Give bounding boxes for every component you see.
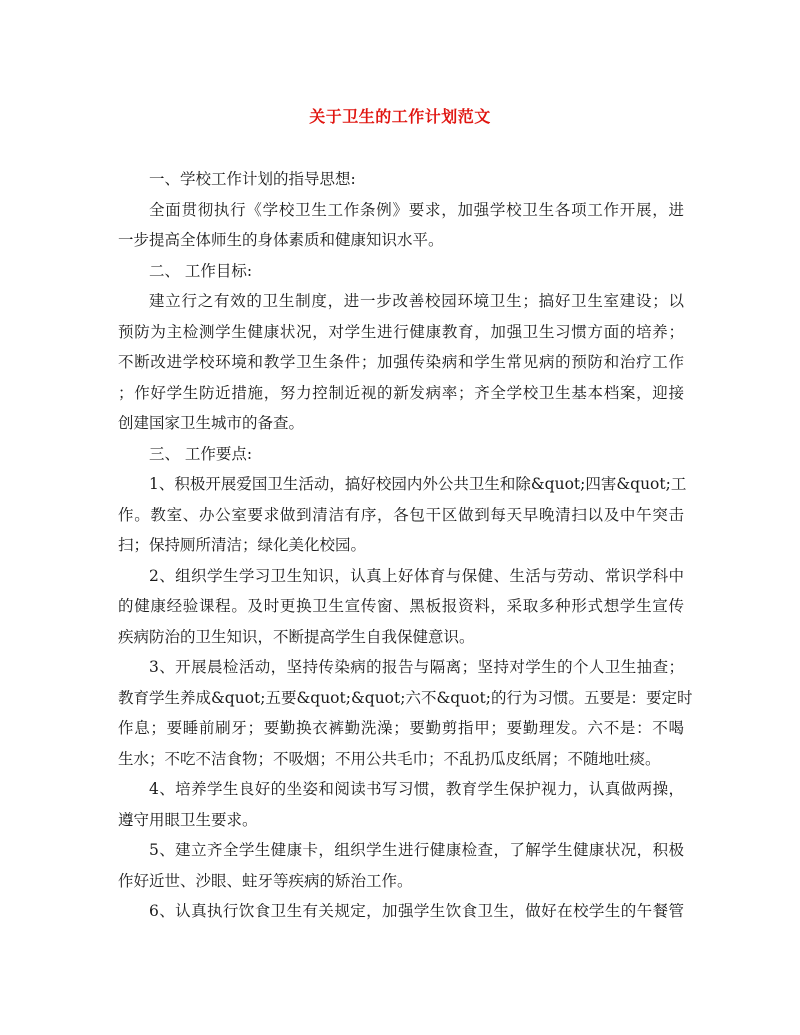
text-line: 6、认真执行饮食卫生有关规定，加强学生饮食卫生，做好在校学生的午餐管 [149,902,684,920]
text-line: 作息；要睡前刷牙；要勤换衣裤勤洗澡；要勤剪指甲；要勤理发。六不是：不喝 [118,719,684,737]
text-line: 3、开展晨检活动，坚持传染病的报告与隔离；坚持对学生的个人卫生抽查； [149,658,684,676]
text-line: 一步提高全体师生的身体素质和健康知识水平。 [118,231,444,249]
text-line: 不断改进学校环境和教学卫生条件；加强传染病和学生常见病的预防和治疗工作 [118,353,684,371]
text-line: 二、 工作目标: [149,261,253,280]
text-line: 三、 工作要点: [149,444,253,463]
text-line: 2、组织学生学习卫生知识，认真上好体育与保健、生活与劳动、常识学科中 [149,566,684,585]
text-line: 的健康经验课程。及时更换卫生宣传窗、黑板报资料，采取多种形式想学生宣传 [118,597,684,615]
text-line: 教育学生养成&quot;五要&quot;&quot;六不&quot;的行为习惯。五要是：要定时 [118,688,693,707]
text-line: 作好近世、沙眼、蛀牙等疾病的矫治工作。 [118,871,413,890]
text-line: 创建国家卫生城市的备查。 [118,414,305,432]
text-line: 预防为主检测学生健康状况，对学生进行健康教育，加强卫生习惯方面的培养； [118,322,684,341]
text-line: 全面贯彻执行《学校卫生工作条例》要求，加强学校卫生各项工作开展，进 [149,200,684,219]
text-line: ；作好学生防近措施，努力控制近视的新发病率；齐全学校卫生基本档案，迎接 [118,383,684,402]
text-line: 1、积极开展爱国卫生活动，搞好校园内外公共卫生和除&quot;四害&quot;工 [149,475,687,493]
text-line: 建立行之有效的卫生制度，进一步改善校园环境卫生；搞好卫生室建设；以 [149,292,684,310]
text-line: 遵守用眼卫生要求。 [118,810,258,829]
text-line: 疾病防治的卫生知识，不断提高学生自我保健意识。 [118,627,475,646]
text-line: 一、学校工作计划的指导思想: [149,170,356,188]
text-line: 5、建立齐全学生健康卡，组织学生进行健康检查，了解学生健康状况，积极 [149,841,684,859]
text-line: 作。教室、办公室要求做到清洁有序，各包干区做到每天早晚清扫以及中午突击 [118,505,684,524]
text-line: 扫；保持厕所清洁；绿化美化校园。 [118,536,367,554]
text-line: 4、培养学生良好的坐姿和阅读书写习惯，教育学生保护视力，认真做两操， [149,780,684,798]
document-title: 关于卫生的工作计划范文 [309,107,491,126]
text-line: 生水；不吃不洁食物；不吸烟；不用公共毛巾；不乱扔瓜皮纸屑；不随地吐痰。 [118,749,661,768]
document-body [118,164,693,927]
